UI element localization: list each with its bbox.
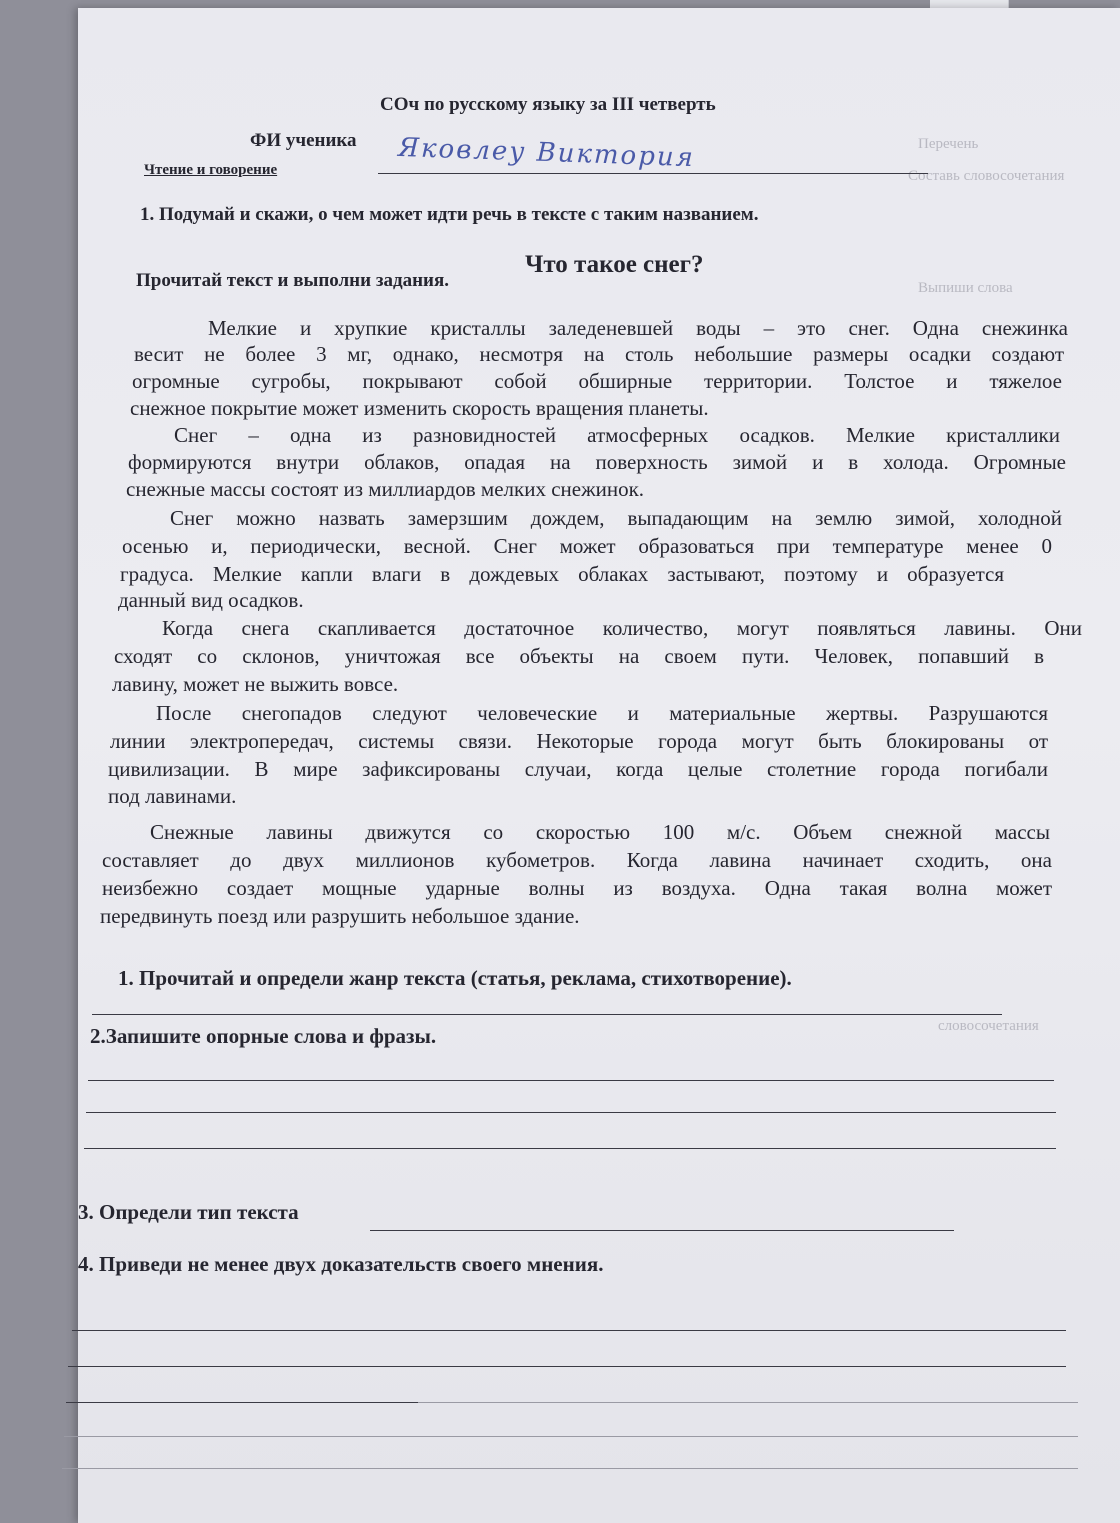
text-line: осенью и, периодически, весной. Снег может образоваться при температуре менее 0 [122, 534, 1052, 558]
answer-line-q4[interactable] [64, 1436, 1078, 1437]
text-line: градуса. Мелкие капли влаги в дождевых облаках застывают, поэтому и образуется [120, 562, 1004, 586]
text-line: лавину, может не выжить вовсе. [112, 672, 399, 696]
student-handwritten-name: Яковлеу Виктория [397, 132, 696, 174]
text-line: огромные сугробы, покрывают собой обширные территории. Толстое и тяжелое [132, 369, 1062, 393]
answer-line-q1[interactable] [92, 1014, 1002, 1015]
text-line: составляет до двух миллионов кубометров. Когда лавина начинает сходить, она [102, 848, 1052, 872]
bleed-through-text: Перечень [918, 136, 979, 152]
student-name-line [378, 173, 928, 174]
text-line: формируются внутри облаков, опадая на поверхность зимой и в холода. Огромные [128, 450, 1066, 474]
text-line: Мелкие и хрупкие кристаллы заледеневшей воды – это снег. Одна снежинка [208, 316, 1068, 340]
question-2: 2.Запишите опорные слова и фразы. [90, 1024, 437, 1048]
text-line: Снег – одна из разновидностей атмосферных осадков. Мелкие кристаллики [174, 423, 1060, 447]
text-line: Снежные лавины движутся со скоростью 100 м/с. Объем снежной массы [150, 820, 1050, 844]
text-line: линии электропередач, системы связи. Некоторые города могут быть блокированы от [110, 729, 1048, 753]
text-line: данный вид осадков. [118, 588, 304, 612]
text-line: После снегопадов следуют человеческие и материальные жертвы. Разрушаются [156, 701, 1048, 725]
task-intro: 1. Подумай и скажи, о чем может идти речь в тексте с таким названием. [140, 204, 759, 225]
answer-line-q4[interactable] [62, 1468, 1078, 1469]
worksheet-title: СОч по русскому языку за III четверть [380, 94, 716, 115]
text-line: Когда снега скапливается достаточное количество, могут появляться лавины. Они [162, 616, 1082, 640]
answer-line-q3[interactable] [370, 1230, 954, 1231]
worksheet-page [78, 8, 1120, 1523]
question-4: 4. Приведи не менее двух доказательств своего мнения. [78, 1252, 604, 1276]
question-3: 3. Определи тип текста [78, 1200, 299, 1224]
answer-line-q2[interactable] [84, 1148, 1056, 1149]
answer-line-q4[interactable] [66, 1402, 418, 1403]
read-instruction: Прочитай текст и выполни задания. [136, 270, 449, 291]
text-line: Снег можно назвать замерзшим дождем, выпадающим на землю зимой, холодной [170, 506, 1062, 530]
text-line: под лавинами. [108, 784, 237, 808]
text-title: Что такое снег? [525, 251, 704, 278]
student-label: ФИ ученика [250, 130, 357, 151]
bleed-through-text: Составь словосочетания [908, 168, 1065, 184]
question-1: 1. Прочитай и определи жанр текста (статья, реклама, стихотворение). [118, 966, 792, 990]
answer-line-q2[interactable] [88, 1080, 1054, 1081]
bleed-through-text: Выпиши слова [918, 280, 1013, 296]
text-line: цивилизации. В мире зафиксированы случаи, когда целые столетние города погибали [108, 757, 1048, 781]
text-line: неизбежно создает мощные ударные волны из воздуха. Одна такая волна может [102, 876, 1052, 900]
text-line: весит не более 3 мг, однако, несмотря на столь небольшие размеры осадки создают [134, 342, 1064, 366]
section-heading: Чтение и говорение [144, 162, 278, 178]
text-line: сходят со склонов, уничтожая все объекты на своем пути. Человек, попавший в [114, 644, 1044, 668]
text-line: передвинуть поезд или разрушить небольшое здание. [100, 904, 580, 928]
answer-line-q4[interactable] [68, 1366, 1066, 1367]
text-line: снежное покрытие может изменить скорость вращения планеты. [130, 396, 709, 420]
bleed-through-text: словосочетания [938, 1018, 1039, 1034]
answer-line-q4[interactable] [418, 1402, 1078, 1403]
text-line: снежные массы состоят из миллиардов мелких снежинок. [126, 477, 645, 501]
answer-line-q2[interactable] [86, 1112, 1056, 1113]
answer-line-q4[interactable] [72, 1330, 1066, 1331]
